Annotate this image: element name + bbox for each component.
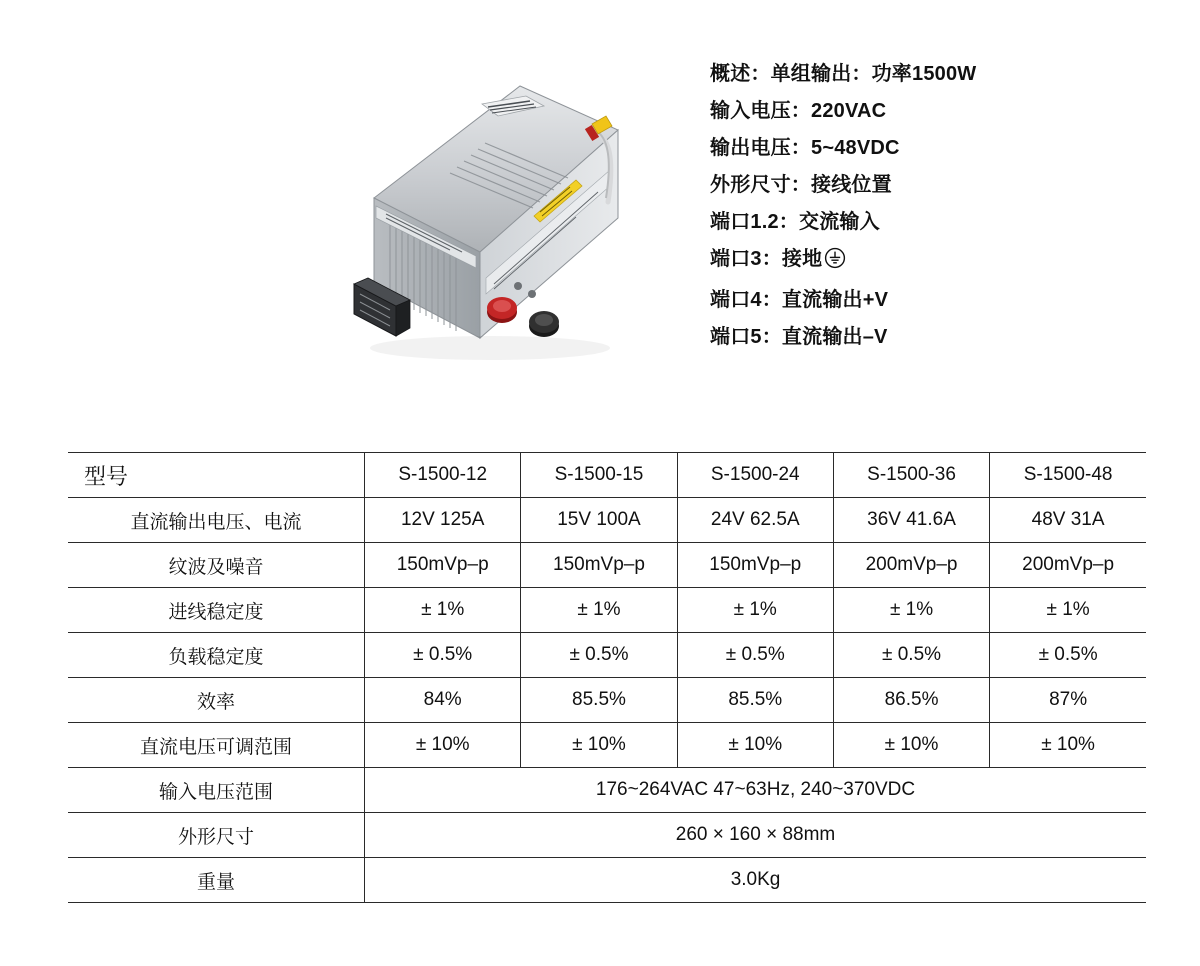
cell-efficiency-1: 84% bbox=[365, 678, 521, 723]
row-label-dc-output: 直流输出电压、电流 bbox=[68, 498, 365, 543]
overview-line-port-3 bbox=[710, 241, 1180, 282]
table-header-model-2: S-1500-15 bbox=[521, 453, 677, 498]
table-header-model-5: S-1500-48 bbox=[990, 453, 1146, 498]
cell-load-reg-3: ± 0.5% bbox=[677, 633, 833, 678]
cell-line-reg-2: ± 1% bbox=[521, 588, 677, 633]
cell-voltage-adj-4: ± 10% bbox=[833, 723, 989, 768]
cell-line-reg-3: ± 1% bbox=[677, 588, 833, 633]
cell-voltage-adj-5: ± 10% bbox=[990, 723, 1146, 768]
cell-load-reg-1: ± 0.5% bbox=[365, 633, 521, 678]
table-row bbox=[68, 498, 1146, 543]
specification-table bbox=[68, 452, 1146, 903]
cell-voltage-adj-3: ± 10% bbox=[677, 723, 833, 768]
row-label-voltage-adj-range: 直流电压可调范围 bbox=[68, 723, 365, 768]
table-row bbox=[68, 723, 1146, 768]
row-label-weight: 重量 bbox=[68, 858, 365, 903]
cell-load-reg-4: ± 0.5% bbox=[833, 633, 989, 678]
cell-load-reg-2: ± 0.5% bbox=[521, 633, 677, 678]
table-header-model-3: S-1500-24 bbox=[677, 453, 833, 498]
overview-line-power: 概述：单组输出：功率1500W bbox=[710, 63, 977, 85]
overview-line-input-voltage: 输入电压：220VAC bbox=[710, 100, 887, 122]
overview-line-port-3-text: 端口3：接地 bbox=[710, 248, 823, 270]
cell-dc-output-3: 24V 62.5A bbox=[677, 498, 833, 543]
cell-ripple-4: 200mVp–p bbox=[833, 543, 989, 588]
cell-line-reg-5: ± 1% bbox=[990, 588, 1146, 633]
cell-dc-output-1: 12V 125A bbox=[365, 498, 521, 543]
product-overview-section bbox=[0, 0, 1200, 420]
table-row bbox=[68, 588, 1146, 633]
row-label-efficiency: 效率 bbox=[68, 678, 365, 723]
overview-line-dimensions: 外形尺寸：接线位置 bbox=[710, 174, 892, 196]
overview-line-port-12: 端口1.2：交流输入 bbox=[710, 211, 880, 233]
row-label-ripple-noise: 纹波及噪音 bbox=[68, 543, 365, 588]
cell-efficiency-5: 87% bbox=[990, 678, 1146, 723]
row-label-line-regulation: 进线稳定度 bbox=[68, 588, 365, 633]
cell-ripple-1: 150mVp–p bbox=[365, 543, 521, 588]
cell-dc-output-2: 15V 100A bbox=[521, 498, 677, 543]
product-photo bbox=[330, 70, 650, 370]
table-header-row bbox=[68, 453, 1146, 498]
overview-line-port-5: 端口5：直流输出–V bbox=[710, 326, 888, 348]
cell-load-reg-5: ± 0.5% bbox=[990, 633, 1146, 678]
cell-ripple-5: 200mVp–p bbox=[990, 543, 1146, 588]
row-label-load-regulation: 负载稳定度 bbox=[68, 633, 365, 678]
row-label-input-voltage-range: 输入电压范围 bbox=[68, 768, 365, 813]
overview-line-output-voltage: 输出电压：5~48VDC bbox=[710, 137, 900, 159]
specification-table-wrapper bbox=[68, 452, 1146, 903]
cell-dimensions: 260 × 160 × 88mm bbox=[365, 813, 1146, 858]
table-header-label: 型号 bbox=[68, 453, 365, 498]
overview-text-block bbox=[710, 56, 1180, 356]
cell-dc-output-5: 48V 31A bbox=[990, 498, 1146, 543]
cell-dc-output-4: 36V 41.6A bbox=[833, 498, 989, 543]
cell-efficiency-4: 86.5% bbox=[833, 678, 989, 723]
cell-ripple-2: 150mVp–p bbox=[521, 543, 677, 588]
cell-line-reg-1: ± 1% bbox=[365, 588, 521, 633]
overview-line-port-4: 端口4：直流输出+V bbox=[710, 289, 889, 311]
table-row bbox=[68, 768, 1146, 813]
row-label-dimensions: 外形尺寸 bbox=[68, 813, 365, 858]
cell-efficiency-3: 85.5% bbox=[677, 678, 833, 723]
cell-line-reg-4: ± 1% bbox=[833, 588, 989, 633]
cell-ripple-3: 150mVp–p bbox=[677, 543, 833, 588]
table-row bbox=[68, 858, 1146, 903]
power-supply-image bbox=[330, 70, 650, 370]
cell-input-voltage-range: 176~264VAC 47~63Hz, 240~370VDC bbox=[365, 768, 1146, 813]
earth-ground-icon bbox=[824, 245, 846, 282]
table-header-model-4: S-1500-36 bbox=[833, 453, 989, 498]
table-row bbox=[68, 543, 1146, 588]
table-row bbox=[68, 678, 1146, 723]
table-row bbox=[68, 633, 1146, 678]
cell-voltage-adj-2: ± 10% bbox=[521, 723, 677, 768]
table-row bbox=[68, 813, 1146, 858]
cell-efficiency-2: 85.5% bbox=[521, 678, 677, 723]
table-header-model-1: S-1500-12 bbox=[365, 453, 521, 498]
cell-voltage-adj-1: ± 10% bbox=[365, 723, 521, 768]
cell-weight: 3.0Kg bbox=[365, 858, 1146, 903]
